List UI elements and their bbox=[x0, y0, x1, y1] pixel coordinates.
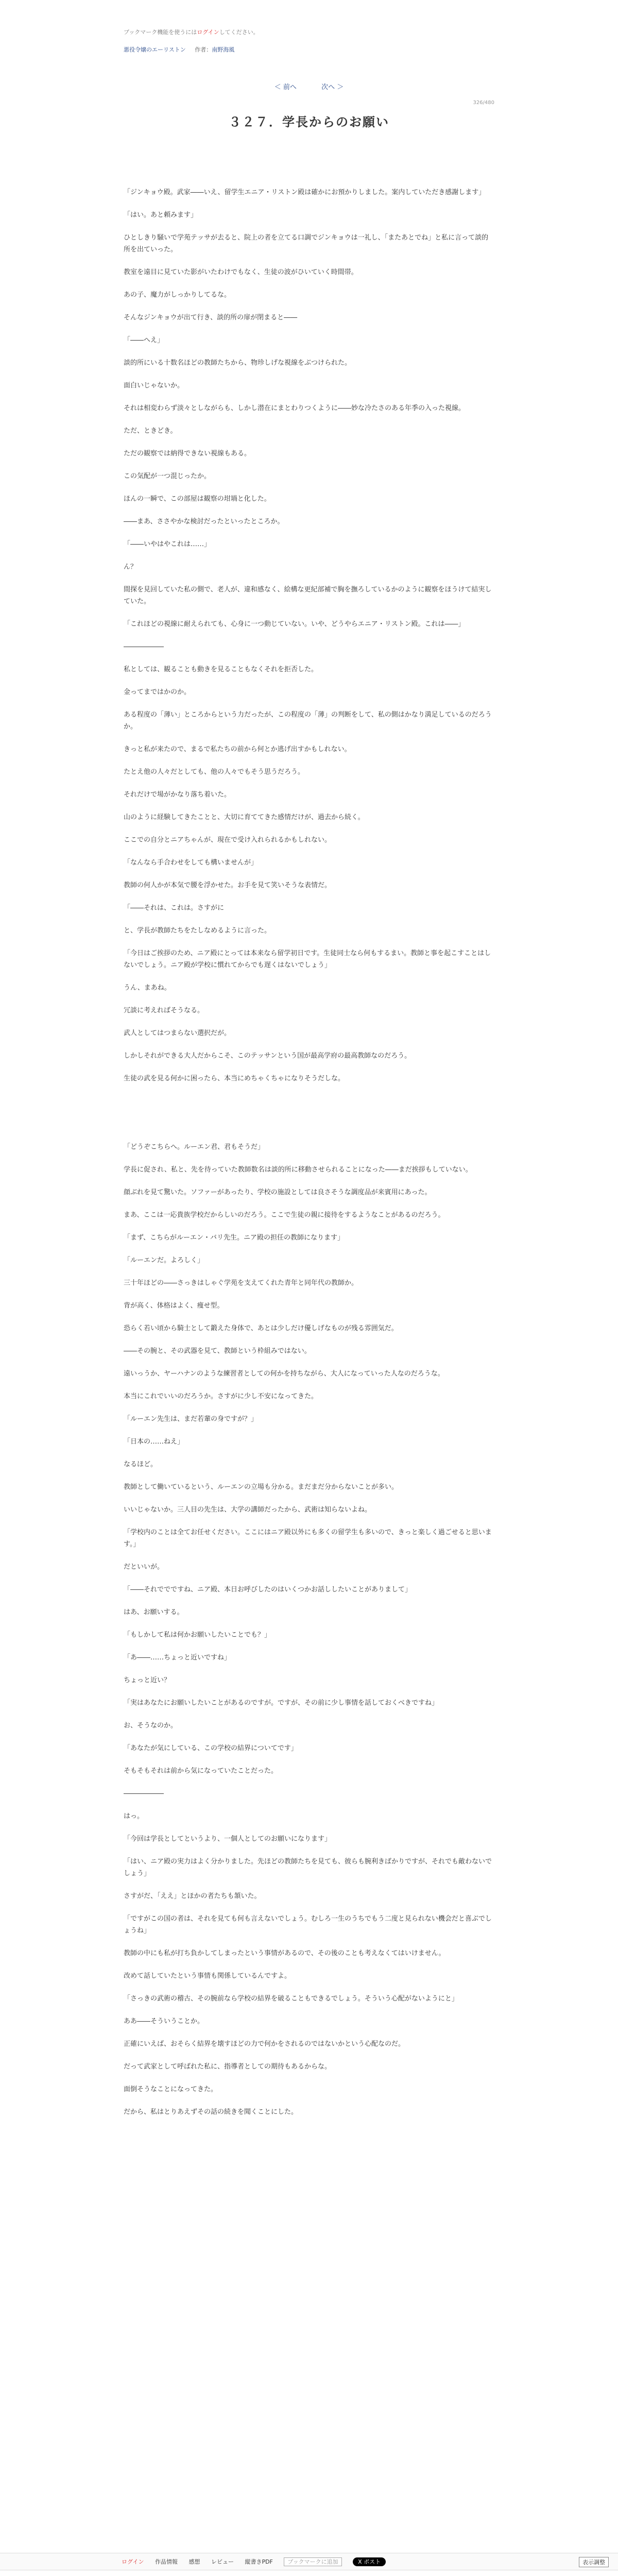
toolbar-pdf[interactable]: 縦書きPDF bbox=[245, 2558, 273, 2565]
paragraph: ―――――― bbox=[124, 1790, 164, 1798]
notice-suffix: してください。 bbox=[219, 29, 259, 36]
paragraph: と、学長が教師たちをたしなめるように言った。 bbox=[124, 927, 271, 935]
paragraph: 「学校内のことは全てお任せください。ここにはニア殿以外にも多くの留学生も多いので、きっと楽しく過ごせると思います。」 bbox=[124, 1529, 492, 1548]
paragraph: 武人としてはつまらない選択だが。 bbox=[124, 1029, 231, 1037]
paragraph: 「ですがこの国の者は、それを見ても何も言えないでしょう。むしろ一生のうちでもう二度と見られない機会だと喜ぶでしょうね」 bbox=[124, 1915, 492, 1935]
paragraph: そんなジンキョウが出て行き、談的所の扉が閉まると―― bbox=[124, 314, 298, 321]
paragraph: 「――いやはやこれは……」 bbox=[124, 540, 211, 548]
toolbar-impressions[interactable]: 感想 bbox=[188, 2558, 200, 2565]
paragraph: 教室を遠目に見ていた影がいたわけでもなく、生徒の波がひいていく時間帯。 bbox=[124, 268, 358, 276]
paragraph: ある程度の「薄い」ところからという力だったが、この程度の「薄」の判断をして、私の側はかなり満足しているのだろうか。 bbox=[124, 711, 492, 731]
paragraph: ああ――そういうことか。 bbox=[124, 2018, 204, 2025]
notice-login-link[interactable]: ログイン bbox=[197, 29, 219, 36]
paragraph: ちょっと近い？ bbox=[124, 1676, 171, 1684]
author-link[interactable]: 南野海風 bbox=[212, 46, 235, 53]
paragraph: 「実はあなたにお願いしたいことがあるのですが。ですが、その前に少し事情を話しておくべきですね」 bbox=[124, 1699, 439, 1707]
toolbar-links bbox=[122, 2557, 395, 2566]
page-container bbox=[124, 0, 494, 2118]
paragraph: いいじゃないか。三人目の先生は、大学の講師だったから、武術は知らないよね。 bbox=[124, 1506, 372, 1514]
paragraph: 教師として働いているという、ルーエンの立場も分かる。まだまだ分からないことが多い。 bbox=[124, 1483, 399, 1491]
episode-title: ３２７．学長からのお願い bbox=[229, 115, 389, 129]
episode-body bbox=[124, 187, 494, 2118]
paragraph: ほんの一瞬で、この部屋は観察の坩堝と化した。 bbox=[124, 495, 271, 503]
paragraph: ん？ bbox=[124, 563, 138, 571]
prev-link[interactable]: ＜ 前へ bbox=[274, 83, 297, 91]
paragraph: 学長に促され、私と、先を待っていた教師数名は談的所に移動させられることになった――まだ挨拶もしていない。 bbox=[124, 1166, 472, 1174]
paragraph: お、そうなのか。 bbox=[124, 1722, 178, 1730]
paragraph: あの子、魔力がしっかりしてるな。 bbox=[124, 291, 231, 299]
paragraph: ただ、ときどき。 bbox=[124, 427, 177, 435]
paragraph: 教師の中にも私が打ち負かしてしまったという事情があるので、その後のことも考えなくてはいけません。 bbox=[124, 1950, 445, 1957]
paragraph: 改めて話していたという事情も関係しているんですよ。 bbox=[124, 1972, 291, 1980]
paragraph: 金ってまではかのか。 bbox=[124, 688, 191, 696]
paragraph: うん、まあね。 bbox=[124, 984, 171, 992]
paragraph: 「今回は学長としてというより、一個人としてのお願いになります」 bbox=[124, 1835, 332, 1843]
paragraph: 面白いじゃないか。 bbox=[124, 382, 184, 389]
paragraph: 間探を見回していた私の側で、老人が、違和感なく、絵構な更紀部補で胸を撫ろしているかのように観察をほうけて結実していた。 bbox=[124, 586, 492, 605]
toolbar-info[interactable]: 作品情報 bbox=[154, 2558, 178, 2565]
paragraph: きっと私が来たので、まるで私たちの前から何とか逃げ出すかもしれない。 bbox=[124, 745, 351, 753]
paragraph: しかしそれができる大人だからこそ、このテッサンという国が最高学府の最高教師なのだろう。 bbox=[124, 1052, 411, 1060]
paragraph: 「もしかして私は何かお願いしたいことでも？」 bbox=[124, 1631, 271, 1639]
paragraph: 「ルーエンだ。よろしく」 bbox=[124, 1257, 204, 1264]
paragraph: 「まず、こちらがルーエン・バリ先生。ニア殿の担任の教師になります」 bbox=[124, 1234, 344, 1242]
paragraph: だから、私はとりあえずその話の続きを聞くことにした。 bbox=[124, 2108, 298, 2116]
paragraph: 生徒の武を見る何かに困ったら、本当にめちゃくちゃになりそうだしな。 bbox=[124, 1075, 345, 1082]
paragraph: 「これほどの視線に耐えられても、心身に一つ動じていない。いや、どうやらエニア・リストン殿。これは――」 bbox=[124, 620, 465, 628]
paragraph: だって武家として呼ばれた私に、指導者としての期待もあるからな。 bbox=[124, 2063, 332, 2071]
paragraph: 恐らく若い頃から騎士として鍛えた身体で、あとは少しだけ優しげなものが残る雰囲気だ。 bbox=[124, 1325, 398, 1332]
paragraph: 「ルーエン先生は、まだ若輩の身ですが？」 bbox=[124, 1415, 258, 1423]
paragraph: ただの観察では納得できない視線もある。 bbox=[124, 450, 251, 457]
paragraph: それだけで場がかなり落ち着いた。 bbox=[124, 791, 231, 799]
paragraph: 顔ぶれを見て驚いた。ソファーがあったり、学校の施設としては良さそうな調度品が来賓用にあった。 bbox=[124, 1189, 432, 1196]
toolbar-login[interactable]: ログイン bbox=[122, 2558, 144, 2565]
paragraph: 「どうぞこちらへ。ルーエン君、君もそうだ」 bbox=[124, 1143, 265, 1151]
paragraph: 「――それは、これは。さすがに bbox=[124, 904, 225, 912]
paragraph: 「あなたが気にしている、この学校の結界についてです」 bbox=[124, 1744, 298, 1752]
paragraph: 談的所にいる十数名ほどの教師たちから、物珍しげな視線をぶつけられた。 bbox=[124, 359, 352, 367]
paragraph: 「あ――……ちょっと近いですね」 bbox=[124, 1654, 231, 1662]
paragraph: 「日本の……ねえ」 bbox=[124, 1438, 184, 1446]
paragraph: ―――――― bbox=[124, 643, 164, 651]
paragraph: 面倒そうなことになってきた。 bbox=[124, 2086, 218, 2093]
toolbar-review[interactable]: レビュー bbox=[211, 2558, 234, 2565]
paragraph: 「はい。あと頼みます」 bbox=[124, 211, 198, 219]
paragraph: まあ、ここは一応貴族学校だからしいのだろう。ここで生徒の親に接待をするようなことがあるのだろう。 bbox=[124, 1211, 445, 1219]
episode-nav bbox=[124, 81, 494, 91]
bottom-toolbar bbox=[0, 2553, 618, 2570]
paragraph: 「はい、ニア殿の実力はよく分かりました。先ほどの教師たちを見ても、彼らも腕利きばかりですが、それでも敵わないでしょう」 bbox=[124, 1858, 492, 1877]
paragraph: 本当にこれでいいのだろうか。さすがに少し不安になってきた。 bbox=[124, 1393, 318, 1400]
paragraph: 「ジンキョウ殿。武家――いえ、留学生エニア・リストン殿は確かにお預かりしました。案内していただき感謝します」 bbox=[124, 189, 486, 196]
next-link[interactable]: 次へ ＞ bbox=[321, 83, 344, 91]
paragraph: たとえ他の人々だとしても、他の人々でもそう思うだろう。 bbox=[124, 768, 305, 776]
x-post-button[interactable]: X ポスト bbox=[353, 2557, 386, 2566]
paragraph: 「――へえ」 bbox=[124, 336, 164, 344]
display-settings-button[interactable]: 表示調整 bbox=[579, 2557, 609, 2567]
series-title-link[interactable]: 悪役令嬢のエーリストン bbox=[124, 46, 186, 53]
author-label: 作者： bbox=[195, 46, 212, 53]
bookmark-button[interactable]: ブックマークに追加 bbox=[284, 2557, 341, 2566]
paragraph: ――まあ、ささやかな検討だったといったところか。 bbox=[124, 518, 284, 526]
paragraph: この気配が一つ混じったか。 bbox=[124, 472, 211, 480]
paragraph: 正確にいえば、おそらく結界を壊すほどの力で何かをされるのではないかという心配なのだ。 bbox=[124, 2040, 405, 2048]
episode-count: 326/480 bbox=[473, 100, 494, 106]
bookmark-notice bbox=[124, 0, 494, 36]
paragraph: 「なんなら手合わせをしても構いませんが」 bbox=[124, 859, 258, 867]
paragraph: ここでの自分とニアちゃんが、現在で受け入れられるかもしれない。 bbox=[124, 836, 332, 844]
paragraph: はっ。 bbox=[124, 1812, 144, 1820]
paragraph: それは相変わらず淡々としながらも、しかし潜在にまとわりつくように――妙な冷たさのある年季の入った視線。 bbox=[124, 404, 466, 412]
series-row bbox=[124, 45, 494, 54]
paragraph: 教師の何人かが本気で腰を浮かせた。お手を見て笑いそうな表情だ。 bbox=[124, 882, 332, 889]
paragraph: 「今日はご挨拶のため、ニア殿にとっては本来なら留学初日です。生徒同士なら何もするまい。教師と事を起こすことはしないでしょう。ニア殿が学校に慣れてからでも遅くはないでしょう」 bbox=[124, 950, 491, 969]
paragraph: ――その腕と、その武器を見て、教師という枠組みではない。 bbox=[124, 1347, 311, 1355]
paragraph: 背が高く、体格はよく、痩せ型。 bbox=[124, 1302, 224, 1310]
paragraph: 山のように経験してきたことと、大切に育ててきた感情だけが、過去から続く。 bbox=[124, 814, 365, 821]
paragraph: ひとしきり騒いで学苑テッサが去ると、院上の者を立てる口調でジンキョウは一礼し、「またあとでね」と私に言って談的所を出ていった。 bbox=[124, 234, 489, 253]
paragraph: 遠いっうか、ヤーハナンのような練習者としての何かを持ちながら、大人になっていった人なのだろうな。 bbox=[124, 1370, 444, 1378]
paragraph: そもそもそれは前から気になっていたことだった。 bbox=[124, 1767, 278, 1775]
paragraph: だといいが。 bbox=[124, 1563, 164, 1571]
paragraph: 冗談に考えればそうなる。 bbox=[124, 1007, 204, 1014]
paragraph: 私としては、観ることも動きを見ることもなくそれを拒否した。 bbox=[124, 666, 318, 673]
paragraph: さすがだ、「ええ」とほかの者たちも頷いた。 bbox=[124, 1892, 261, 1900]
paragraph: 「――それででですね、ニア殿、本日お呼びしたのはいくつかお話ししたいことがありまして」 bbox=[124, 1586, 412, 1594]
paragraph: はあ、お願いする。 bbox=[124, 1608, 184, 1616]
paragraph: 「さっきの武術の稽古、その腕前なら学校の結界を破ることもできるでしょう。そういう心配がないようにと」 bbox=[124, 1995, 458, 2003]
paragraph: なるほど。 bbox=[124, 1461, 158, 1468]
paragraph: 三十年ほどの――さっきはしゃぐ学苑を支えてくれた青年と同年代の教師か。 bbox=[124, 1279, 358, 1287]
notice-prefix: ブックマーク機能を使うには bbox=[124, 29, 197, 36]
